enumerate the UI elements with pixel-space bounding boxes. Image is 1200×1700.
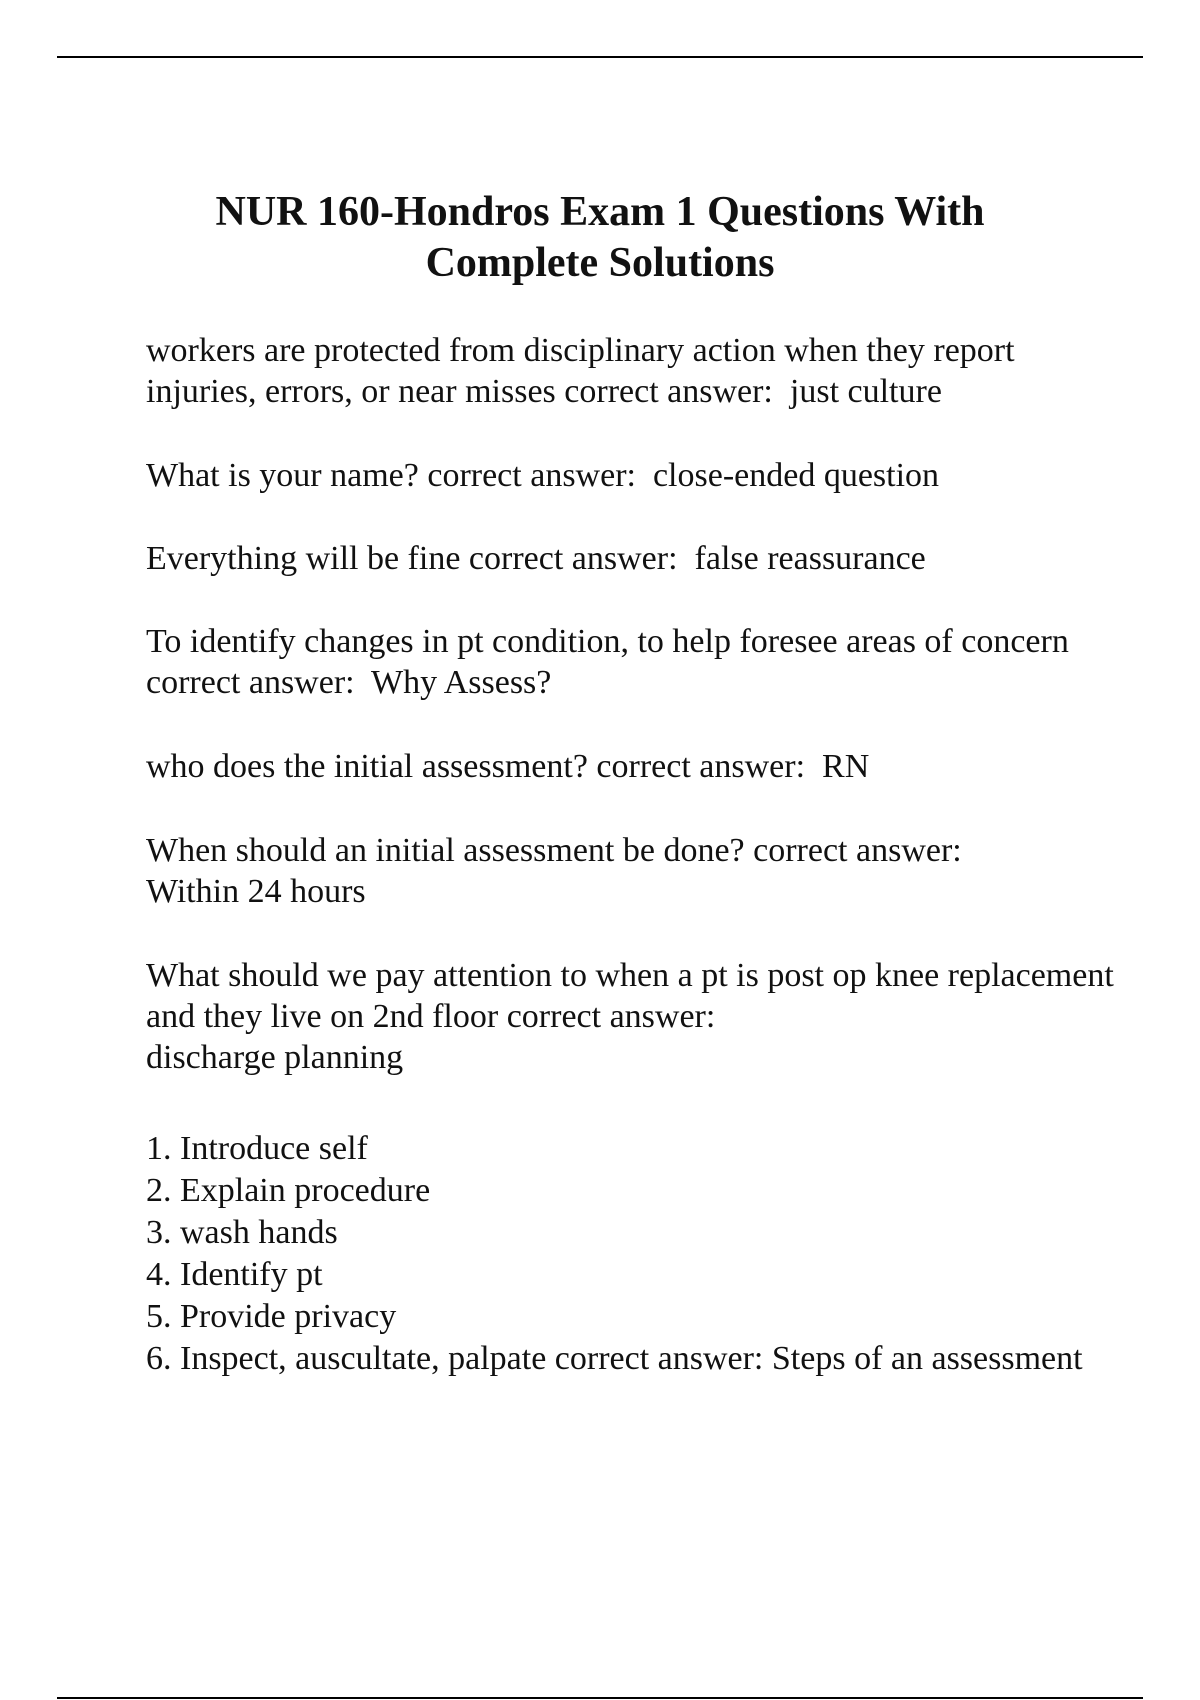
qa-item-2 — [146, 455, 1126, 496]
step-item: 1. Introduce self — [146, 1130, 368, 1167]
answer-text: Within 24 hours — [146, 873, 366, 910]
step-item: 2. Explain procedure — [146, 1172, 431, 1209]
qa-item-7 — [146, 955, 1126, 1078]
question-text: To identify changes in pt condition, to help foresee areas of concern — [146, 623, 1069, 660]
qa-item-3 — [146, 538, 1126, 579]
answer-text: close-ended question — [652, 457, 940, 494]
answer-text: RN — [822, 748, 870, 785]
assessment-steps-list — [146, 1128, 1126, 1380]
answer-separator: correct answer: — [468, 540, 678, 577]
step-item: 3. wash hands — [146, 1214, 338, 1251]
document-title — [100, 187, 1100, 289]
title-line-1: NUR 160-Hondros Exam 1 Questions With — [215, 189, 985, 235]
title-line-2: Complete Solutions — [425, 240, 775, 286]
question-text: Everything will be fine — [146, 540, 461, 577]
qa-item-4 — [146, 621, 1126, 703]
qa-item-6 — [146, 830, 1126, 912]
top-rule — [57, 56, 1143, 58]
answer-separator: correct answer: — [554, 1340, 764, 1377]
bottom-rule — [57, 1697, 1143, 1699]
question-text: What should we pay attention to when a pt is post op knee replacement and they live on 2nd floor — [146, 957, 1114, 1035]
answer-text: Why Assess? — [371, 664, 552, 701]
question-text: What is your name? — [146, 457, 419, 494]
answer-separator: correct answer: — [596, 748, 806, 785]
question-text: workers are protected from disciplinary action when they report injuries, errors, or near misses — [146, 332, 1015, 410]
answer-separator: correct answer: — [146, 664, 355, 701]
answer-separator: correct answer: — [753, 832, 962, 869]
answer-text: discharge planning — [146, 1039, 404, 1076]
step-item: 4. Identify pt — [146, 1256, 323, 1293]
answer-separator: correct answer: — [564, 373, 773, 410]
question-text: who does the initial assessment? — [146, 748, 588, 785]
answer-separator: correct answer: — [506, 998, 716, 1035]
step-item-with-answer — [146, 1338, 1126, 1380]
step-text: 6. Inspect, auscultate, palpate — [146, 1340, 547, 1377]
qa-item-5 — [146, 746, 1126, 787]
answer-separator: correct answer: — [427, 457, 636, 494]
step-item: 5. Provide privacy — [146, 1298, 397, 1335]
answer-text: Steps of an assessment — [771, 1340, 1083, 1377]
answer-text: just culture — [789, 373, 942, 410]
answer-text: false reassurance — [694, 540, 926, 577]
qa-item-1 — [146, 330, 1126, 412]
question-text: When should an initial assessment be done? — [146, 832, 745, 869]
